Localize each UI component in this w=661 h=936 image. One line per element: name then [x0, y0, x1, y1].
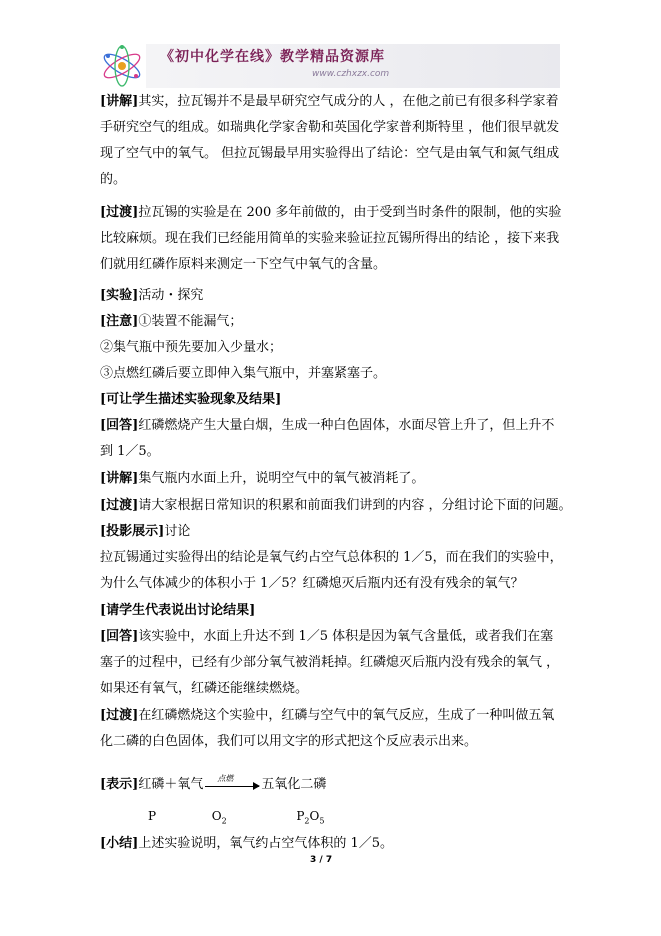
section-tag: [过渡] [100, 708, 139, 723]
atom-logo-icon [98, 42, 146, 90]
page-number: 3 / 7 [310, 855, 333, 865]
paragraph-line: 比较麻烦。现在我们已经能用简单的实验来验证拉瓦锡所得出的结论 ，接下来我 [100, 231, 560, 246]
section-tag: [小结] [100, 836, 139, 851]
paragraph-line: 现了空气中的氧气。 但拉瓦锡最早用实验得出了结论：空气是由氧气和氮气组成 [100, 146, 560, 161]
header-title: 《初中化学在线》教学精品资源库 [160, 49, 385, 65]
formula-p2o5: $P_2O_5$ [296, 809, 325, 826]
section-tag: [实验] [100, 288, 139, 303]
paragraph-line: 塞子的过程中，已经有少部分氧气被消耗掉。红磷熄灭后瓶内没有残余的氧气 ， [100, 655, 560, 670]
formula-oxygen: $O_2$ [211, 809, 227, 826]
paragraph-line: [小结]上述实验说明，氧气约占空气体积的 1／5。 [100, 836, 393, 851]
paragraph-line: [投影展示]讨论 [100, 524, 191, 539]
section-heading: [可让学生描述实验现象及结果] [100, 392, 282, 407]
section-tag: [回答] [100, 629, 139, 644]
section-tag: [讲解] [100, 471, 139, 486]
paragraph-line: [过渡]请大家根据日常知识的积累和前面我们讲到的内容 ，分组讨论下面的问题。 [100, 498, 572, 513]
paragraph-line: [过渡]在红磷燃烧这个实验中，红磷与空气中的氧气反应，生成了一种叫做五氧 [100, 708, 555, 723]
paragraph-line: 手研究空气的组成。如瑞典化学家舍勒和英国化学家普利斯特里 ，他们很早就发 [100, 120, 560, 135]
header-url: www.czhxzx.com [312, 69, 390, 79]
paragraph-line: [实验]活动・探究 [100, 288, 204, 303]
paragraph-line: [过渡]拉瓦锡的实验是在 200 多年前做的，由于受到当时条件的限制，他的实验 [100, 205, 562, 220]
paragraph-line: 化二磷的白色固体，我们可以用文字的形式把这个反应表示出来。 [100, 734, 478, 749]
paragraph-line: [回答]该实验中，水面上升达不到 1／5 体积是因为氧气含量低，或者我们在塞 [100, 629, 554, 644]
paragraph-line: [讲解]其实，拉瓦锡并不是最早研究空气成分的人 ，在他之前已有很多科学家着 [100, 94, 559, 109]
section-tag: [过渡] [100, 498, 139, 513]
page-header [98, 42, 560, 90]
reaction-condition: 点燃 [217, 774, 234, 783]
paragraph-line: 为什么气体减少的体积小于 1／5？红磷熄灭后瓶内还有没有残余的氧气？ [100, 576, 524, 591]
section-tag: [注意] [100, 314, 139, 329]
paragraph-line: 的。 [100, 172, 127, 187]
section-heading: [请学生代表说出讨论结果] [100, 603, 256, 618]
paragraph-line: [讲解]集气瓶内水面上升，说明空气中的氧气被消耗了。 [100, 471, 425, 486]
reaction-arrow-icon [203, 774, 261, 793]
section-tag: [表示] [100, 777, 139, 792]
section-tag: [投影展示] [100, 524, 165, 539]
chemical-formulas [148, 809, 324, 825]
paragraph-line: 到 1／5。 [100, 444, 160, 459]
paragraph-line: 如果还有氧气，红磷还能继续燃烧。 [100, 681, 309, 696]
formula-phosphorus: P [148, 809, 157, 823]
section-tag: [回答] [100, 418, 139, 433]
equation-product: 五氧化二磷 [261, 777, 327, 792]
paragraph-line: ③点燃红磷后要立即伸入集气瓶中，并塞紧塞子。 [100, 366, 387, 381]
section-tag: [讲解] [100, 94, 139, 109]
word-equation [100, 774, 327, 793]
paragraph-line: [回答]红磷燃烧产生大量白烟，生成一种白色固体，水面尽管上升了，但上升不 [100, 418, 555, 433]
paragraph-line: [注意]①装置不能漏气； [100, 314, 243, 329]
paragraph-line: ②集气瓶中预先要加入少量水； [100, 340, 283, 355]
equation-reactants: 红磷＋氧气 [138, 777, 204, 792]
section-tag: [过渡] [100, 205, 139, 220]
paragraph-line: 们就用红磷作原料来测定一下空气中氧气的含量。 [100, 257, 387, 272]
paragraph-line: 拉瓦锡通过实验得出的结论是氧气约占空气总体积的 1／5，而在我们的实验中， [100, 550, 563, 565]
